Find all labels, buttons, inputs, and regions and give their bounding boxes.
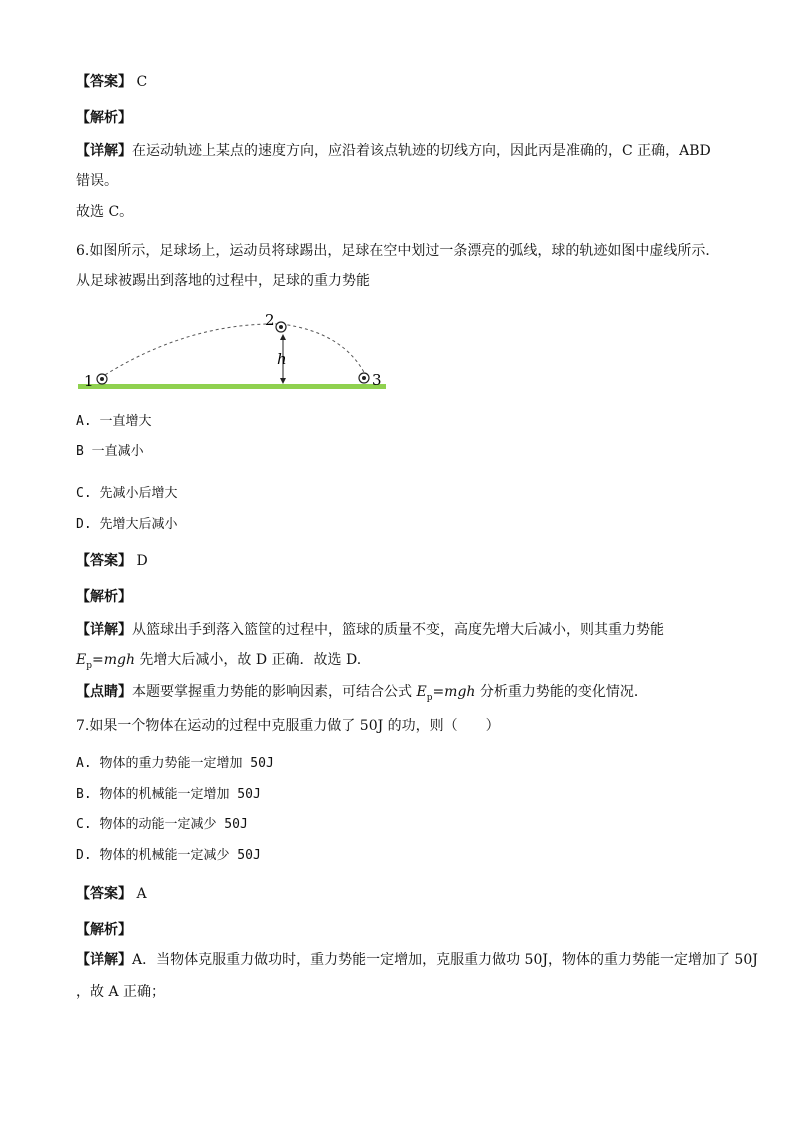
key-text-2: 分析重力势能的变化情况． — [475, 684, 648, 700]
q6-option-d: D. 先增大后减小 — [76, 517, 178, 532]
detail-text-1: A．当物体克服重力做功时，重力势能一定增加，克服重力做功 50J，物体的重力势能一定增加了 50J — [132, 952, 758, 968]
analysis-tag: 【解析】 — [76, 922, 132, 938]
q7-option-a: A. 物体的重力势能一定增加 50J — [76, 756, 274, 771]
key-text-1: 本题要掌握重力势能的影响因素，可结合公式 — [132, 684, 417, 700]
q5-detail — [76, 136, 722, 196]
answer-tag: 【答案】 — [76, 886, 132, 902]
formula-p: p — [86, 660, 92, 671]
key-formula-p: p — [426, 692, 433, 703]
detail-text: 在运动轨迹上某点的速度方向，应沿着该点轨迹的切线方向，因此丙是准确的，C 正确，ABD 错误。 — [76, 143, 711, 189]
answer-tag: 【答案】 — [76, 74, 132, 90]
label-3: 3 — [372, 371, 382, 389]
ground — [78, 384, 386, 389]
q7-analysis — [76, 920, 132, 940]
q5-answer — [76, 72, 147, 92]
formula-rest: =mgh — [92, 652, 135, 668]
detail-text-1: 从篮球出手到落入篮筐的过程中，篮球的质量不变，高度先增大后减小，则其重力势能 — [132, 622, 664, 638]
detail-tag: 【详解】 — [76, 952, 132, 968]
detail-tag: 【详解】 — [76, 143, 132, 159]
q7-detail-line-2: ，故 A 正确； — [76, 984, 166, 1000]
analysis-tag: 【解析】 — [76, 589, 132, 605]
trajectory-dashed-line — [100, 324, 366, 378]
q6-option-c: C. 先减小后增大 — [76, 486, 178, 501]
q6-key-point — [76, 682, 648, 708]
answer-value: D — [136, 553, 148, 569]
q6-detail — [76, 615, 722, 681]
detail-text-2: 先增大后减小，故 D 正确．故选 D. — [134, 652, 362, 668]
q6-option-a: A. 一直增大 — [76, 414, 152, 429]
q6-trajectory-figure — [76, 306, 388, 390]
q7-option-d: D. 物体的机械能一定减少 50J — [76, 848, 261, 863]
q5-conclusion: 故选 C。 — [76, 204, 134, 220]
q7-detail-line-1 — [76, 950, 758, 970]
height-arrow-bottom — [280, 378, 286, 384]
ball-position-3-icon — [359, 373, 369, 383]
answer-value: A — [136, 886, 147, 902]
q7-answer — [76, 884, 147, 904]
q7-option-b: B. 物体的机械能一定增加 50J — [76, 787, 261, 802]
ball-position-1-icon — [97, 374, 107, 384]
formula-e: E — [76, 652, 87, 668]
q7-stem: 7.如果一个物体在运动的过程中克服重力做了 50J 的功，则（ ） — [76, 718, 500, 734]
label-2: 2 — [265, 311, 275, 329]
answer-value: C — [136, 74, 148, 90]
detail-tag: 【详解】 — [76, 622, 132, 638]
analysis-tag: 【解析】 — [76, 110, 132, 126]
height-arrow-top — [280, 334, 286, 340]
q6-stem: 6.如图所示，足球场上，运动员将球踢出，足球在空中划过一条漂亮的弧线，球的轨迹如图中虚线所示．从足球被踢出到落地的过程中，足球的重力势能 — [76, 243, 720, 289]
key-formula-e: E — [416, 684, 427, 700]
q5-analysis — [76, 108, 132, 128]
q7-option-c: C. 物体的动能一定减少 50J — [76, 817, 248, 832]
answer-tag: 【答案】 — [76, 553, 132, 569]
key-tag: 【点睛】 — [76, 684, 132, 700]
q6-analysis — [76, 587, 132, 607]
key-formula-rest: =mgh — [432, 684, 476, 700]
q6-answer — [76, 551, 148, 571]
q6-option-b: B 一直减小 — [76, 444, 144, 459]
label-1: 1 — [84, 372, 94, 390]
label-h: h — [277, 350, 287, 368]
ball-position-2-icon — [276, 322, 286, 332]
